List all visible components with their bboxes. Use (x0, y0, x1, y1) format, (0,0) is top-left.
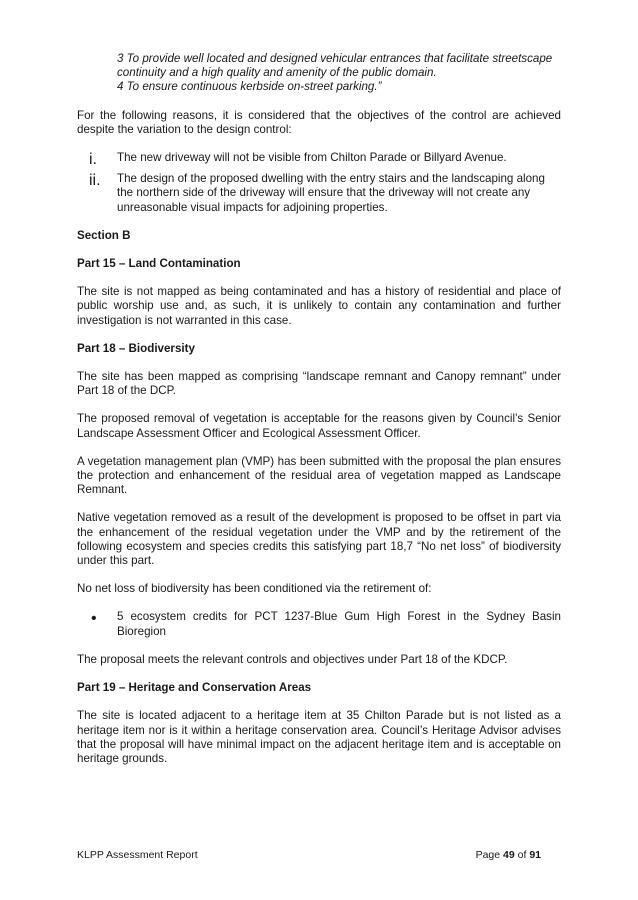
reason-number: i. (89, 151, 97, 169)
part-18-paragraph-4: Native vegetation removed as a result of the development is proposed to be offset in part via the enhancement of the residual vegetation under the VMP and by the retirement of the following ecosystem and species credits this satisfying part 18,7 “No net loss” of biodiversity under this part. (77, 511, 561, 568)
reason-number: ii. (89, 172, 101, 190)
section-b-heading: Section B (77, 228, 131, 242)
part-15-body: The site is not mapped as being contaminated and has a history of residential and place of public worship use and, as such, it is unlikely to contain any contamination and further investigation is not warranted in this case. (77, 285, 561, 327)
part-19-body: The site is located adjacent to a heritage item at 35 Chilton Parade but is not listed as a heritage item nor is it within a heritage conservation area. Council’s Heritage Advisor advises that the proposal will have minimal impact on the adjacent heritage item and is acceptable on heritage grounds. (77, 709, 561, 765)
of-word: of (517, 849, 527, 861)
reason-text: The new driveway will not be visible from Chilton Parade or Billyard Avenue. (117, 151, 507, 165)
bullet-text: 5 ecosystem credits for PCT 1237-Blue Gum High Forest in the Sydney Basin Bioregion (117, 610, 561, 638)
quote-line-4: 4 To ensure continuous kerbside on-street parking.” (117, 80, 382, 94)
reason-text: The design of the proposed dwelling with the entry stairs and the landscaping along the northern side of the driveway will ensure that the driveway will not create any unreasonable visual impacts for adjoining properties. (117, 172, 545, 214)
page-content (77, 52, 561, 766)
part-15-heading: Part 15 – Land Contamination (77, 257, 241, 271)
page-word: Page (475, 849, 501, 861)
part-19-heading: Part 19 – Heritage and Conservation Areas (77, 681, 312, 695)
bullet-icon: • (91, 610, 97, 628)
quoted-objectives (117, 52, 561, 95)
current-page: 49 (503, 849, 515, 861)
quote-line-3: 3 To provide well located and designed vehicular entrances that facilitate streetscape continuity and a high quality and amenity of the public domain. (117, 52, 553, 80)
report-title: KLPP Assessment Report (77, 849, 198, 861)
intro-paragraph: For the following reasons, it is considered that the objectives of the control are achieved despite the variation to the design control: (77, 108, 561, 136)
page-number (476, 849, 541, 862)
part-18-heading: Part 18 – Biodiversity (77, 341, 195, 355)
part-18-paragraph-3: A vegetation management plan (VMP) has been submitted with the proposal the plan ensures the protection and enhancement of the residual area of vegetation mapped as Landscape Remnant. (77, 454, 561, 497)
part-18-paragraph-6: The proposal meets the relevant controls and objectives under Part 18 of the KDCP. (77, 652, 508, 666)
part-18-paragraph-5: No net loss of biodiversity has been conditioned via the retirement of: (77, 582, 432, 596)
part-18-paragraph-1: The site has been mapped as comprising “landscape remnant and Canopy remnant” under Part 18 of the DCP. (77, 370, 561, 398)
total-pages: 91 (529, 849, 541, 861)
credit-bullet-item (77, 610, 561, 638)
reason-item-1 (77, 151, 561, 169)
part-18-paragraph-2: The proposed removal of vegetation is acceptable for the reasons given by Council’s Senior Landscape Assessment Officer and Ecological Assessment Officer. (77, 412, 561, 440)
reason-item-2 (77, 172, 561, 215)
